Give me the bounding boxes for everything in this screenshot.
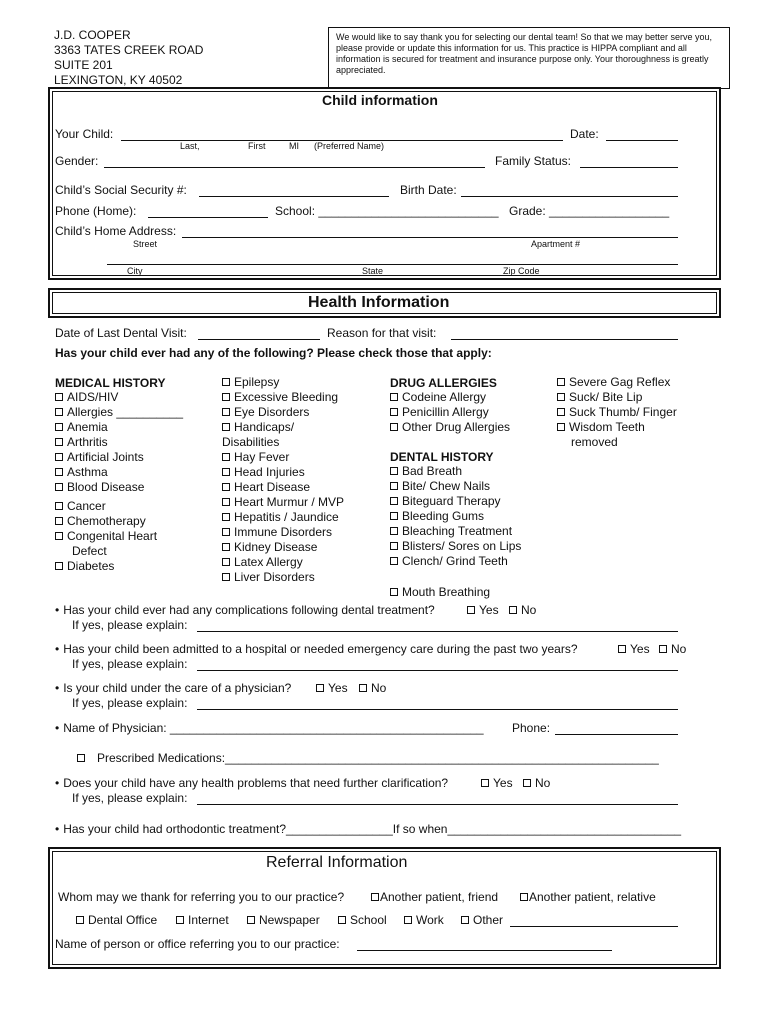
checkbox[interactable] [390, 467, 398, 475]
question-orthodontic[interactable]: • Has your child had orthodontic treatment?________________If so when___________________________________ [55, 822, 681, 836]
physician-phone-label: Phone: [512, 721, 551, 735]
reason-label: Reason for that visit: [327, 326, 437, 340]
checkbox[interactable] [222, 468, 230, 476]
checkbox[interactable] [55, 408, 63, 416]
dental-col4 [557, 375, 677, 450]
checkbox[interactable] [481, 779, 489, 787]
checkbox[interactable] [222, 378, 230, 386]
checkbox[interactable] [523, 779, 531, 787]
checkbox[interactable] [55, 502, 63, 510]
item-continuation: Defect [72, 544, 107, 558]
practice-street: 3363 TATES CREEK ROAD [54, 43, 204, 57]
checkbox[interactable] [390, 588, 398, 596]
checkbox[interactable] [557, 378, 565, 386]
checkbox-item[interactable]: Diabetes [55, 559, 114, 573]
checkbox[interactable] [55, 517, 63, 525]
street-label: Street [133, 239, 158, 249]
explain-field[interactable] [197, 709, 678, 710]
q1-no[interactable]: No [509, 603, 536, 617]
q3-no[interactable]: No [359, 681, 386, 695]
checkbox-item[interactable]: Suck Thumb/ Finger [557, 405, 677, 420]
checkbox[interactable] [659, 645, 667, 653]
checkbox[interactable] [55, 532, 63, 540]
checkbox[interactable] [222, 393, 230, 401]
checkbox[interactable] [222, 408, 230, 416]
checkbox[interactable] [77, 754, 85, 762]
item-continuation: Disabilities [222, 435, 280, 449]
medical-col2 [222, 375, 344, 585]
explain-label: If yes, please explain: [72, 618, 188, 632]
notice-text: We would like to say thank you for selecting our dental team! So that we may better serve you, please provide or update this information for us. This practice is HIPPA compliant and all information is secured for treatment and insurance purpose only. Your thoroughness is greatly appreciated. [336, 32, 713, 75]
checkbox[interactable] [390, 497, 398, 505]
family-status-label: Family Status: [495, 154, 572, 168]
checkbox[interactable] [222, 423, 230, 431]
referral-whom-label: Whom may we thank for referring you to our practice? [58, 890, 345, 904]
explain-field[interactable] [197, 670, 678, 671]
q5-no[interactable]: No [523, 776, 550, 790]
practice-name: J.D. COOPER [54, 28, 131, 42]
checkbox-item[interactable]: Severe Gag Reflex [557, 375, 677, 390]
gender-field[interactable] [104, 167, 485, 168]
checkbox-item[interactable]: AIDS/HIV [55, 390, 183, 405]
referral-other-field[interactable] [510, 926, 678, 927]
checkbox[interactable] [76, 916, 84, 924]
referral-friend-option[interactable]: Another patient, friend [371, 890, 498, 904]
checkbox[interactable] [390, 512, 398, 520]
checkbox-item[interactable]: Bleeding Gums [390, 509, 521, 524]
referral-internet[interactable]: Internet [176, 913, 229, 927]
checkbox[interactable] [222, 483, 230, 491]
checkbox-item[interactable]: Hepatitis / Jaundice [222, 510, 344, 525]
checkbox-item[interactable]: Immune Disorders [222, 525, 344, 540]
dental-history-col [390, 464, 521, 569]
family-status-field[interactable] [580, 167, 678, 168]
referral-school[interactable]: School [338, 913, 387, 927]
your-child-label: Your Child: [55, 127, 114, 141]
drug-allergies-col [390, 390, 510, 435]
medical-col1b [55, 499, 157, 559]
referral-name-field[interactable] [357, 950, 612, 951]
q1-yes[interactable]: Yes [467, 603, 499, 617]
checkbox[interactable] [222, 513, 230, 521]
checkbox[interactable] [509, 606, 517, 614]
checkbox-item[interactable]: Artificial Joints [55, 450, 183, 465]
checkbox-item[interactable]: Codeine Allergy [390, 390, 510, 405]
medical-col1 [55, 390, 183, 495]
checkbox-item[interactable]: Asthma [55, 465, 183, 480]
checkbox[interactable] [404, 916, 412, 924]
checkbox[interactable] [222, 558, 230, 566]
checkbox[interactable] [222, 453, 230, 461]
checkbox-item[interactable]: Allergies __________ [55, 405, 183, 420]
grade-field[interactable]: Grade: __________________ [509, 204, 670, 218]
checkbox-item[interactable]: Eye Disorders [222, 405, 344, 420]
date-label: Date: [570, 127, 599, 141]
health-info-title: Health Information [308, 294, 450, 311]
dental-history-title: DENTAL HISTORY [390, 450, 494, 464]
checkbox[interactable] [316, 684, 324, 692]
checkbox[interactable] [55, 453, 63, 461]
checkbox[interactable] [176, 916, 184, 924]
checkbox[interactable] [222, 498, 230, 506]
checkbox-item[interactable]: Anemia [55, 420, 183, 435]
checkbox[interactable] [390, 527, 398, 535]
checkbox[interactable] [390, 423, 398, 431]
question-health-problems: • Does your child have any health problems that need further clarification? [55, 776, 448, 790]
address-city-field[interactable] [107, 264, 678, 265]
child-info-title: Child information [322, 92, 438, 108]
q2-yes[interactable]: Yes [618, 642, 650, 656]
checkbox-item[interactable]: Handicaps/ [222, 420, 344, 435]
checkbox-item[interactable]: Chemotherapy [55, 514, 157, 529]
referral-dental-office[interactable]: Dental Office [76, 913, 157, 927]
item-continuation: removed [571, 435, 618, 449]
reason-field[interactable] [451, 339, 678, 340]
explain-label: If yes, please explain: [72, 791, 188, 805]
phone-home-label: Phone (Home): [55, 204, 137, 218]
physician-phone-field[interactable] [555, 734, 678, 735]
checkbox[interactable] [390, 542, 398, 550]
question-complications: • Has your child ever had any complications following dental treatment? [55, 603, 435, 617]
checkbox[interactable] [557, 423, 565, 431]
checkbox[interactable] [557, 393, 565, 401]
checkbox[interactable] [371, 893, 379, 901]
school-field[interactable]: School: ___________________________ [275, 204, 499, 218]
checkbox[interactable] [390, 393, 398, 401]
checkbox-item[interactable]: Heart Disease [222, 480, 344, 495]
checkbox-item[interactable]: Congenital Heart [55, 529, 157, 544]
mi-label: MI [289, 141, 299, 151]
checkbox[interactable] [55, 393, 63, 401]
last-label: Last, [180, 141, 200, 151]
referral-work[interactable]: Work [404, 913, 444, 927]
q2-no[interactable]: No [659, 642, 686, 656]
zip-label: Zip Code [503, 266, 540, 276]
checkbox-item[interactable]: Bad Breath [390, 464, 521, 479]
checkbox-item[interactable]: Penicillin Allergy [390, 405, 510, 420]
last-visit-field[interactable] [198, 339, 320, 340]
checkbox[interactable] [222, 573, 230, 581]
checkbox[interactable] [55, 438, 63, 446]
referral-newspaper[interactable]: Newspaper [247, 913, 320, 927]
birth-date-label: Birth Date: [400, 183, 457, 197]
checkbox[interactable] [557, 408, 565, 416]
ssn-label: Child’s Social Security #: [55, 183, 187, 197]
explain-field[interactable] [197, 631, 678, 632]
last-visit-label: Date of Last Dental Visit: [55, 326, 187, 340]
checkbox[interactable] [618, 645, 626, 653]
checkbox-item[interactable]: Epilepsy [222, 375, 344, 390]
notice-box [328, 27, 730, 89]
birth-date-field[interactable] [461, 196, 678, 197]
checkbox[interactable] [520, 893, 528, 901]
checkbox[interactable] [55, 423, 63, 431]
checkbox-item[interactable]: Wisdom Teeth [557, 420, 677, 435]
checkbox-item[interactable]: Clench/ Grind Teeth [390, 554, 521, 569]
address-street-field[interactable] [182, 237, 678, 238]
checkbox[interactable] [467, 606, 475, 614]
date-field[interactable] [606, 140, 678, 141]
checkbox[interactable] [55, 468, 63, 476]
referral-title: Referral Information [266, 854, 408, 871]
drug-allergies-title: DRUG ALLERGIES [390, 376, 497, 390]
explain-field[interactable] [197, 804, 678, 805]
checkbox-item[interactable]: Bite/ Chew Nails [390, 479, 521, 494]
checkbox-item[interactable]: Latex Allergy [222, 555, 344, 570]
practice-city: LEXINGTON, KY 40502 [54, 73, 183, 87]
checkbox[interactable] [55, 562, 63, 570]
checklist-prompt: Has your child ever had any of the following? Please check those that apply: [55, 346, 492, 360]
medical-history-title: MEDICAL HISTORY [55, 376, 166, 390]
referral-other[interactable]: Other [461, 913, 503, 927]
referral-relative-option[interactable]: Another patient, relative [520, 890, 656, 904]
checkbox-item[interactable]: Arthritis [55, 435, 183, 450]
checkbox[interactable] [390, 408, 398, 416]
checkbox-item[interactable]: Mouth Breathing [390, 585, 490, 599]
checkbox-item[interactable]: Kidney Disease [222, 540, 344, 555]
apartment-label: Apartment # [531, 239, 581, 249]
checkbox[interactable] [461, 916, 469, 924]
checkbox-item[interactable]: Heart Murmur / MVP [222, 495, 344, 510]
preferred-label: (Preferred Name) [314, 141, 385, 151]
checkbox-item[interactable]: Blisters/ Sores on Lips [390, 539, 521, 554]
state-label: State [362, 266, 384, 276]
checkbox-item[interactable]: Head Injuries [222, 465, 344, 480]
checkbox-item[interactable]: Other Drug Allergies [390, 420, 510, 435]
checkbox-item[interactable]: Biteguard Therapy [390, 494, 521, 509]
phone-home-field[interactable] [148, 217, 268, 218]
ssn-field[interactable] [199, 196, 389, 197]
checkbox-item[interactable]: Liver Disorders [222, 570, 344, 585]
question-physician-care: • Is your child under the care of a physician? [55, 681, 291, 695]
checkbox-item[interactable]: Suck/ Bite Lip [557, 390, 677, 405]
question-hospital: • Has your child been admitted to a hospital or needed emergency care during the past two years? [55, 642, 578, 656]
practice-suite: SUITE 201 [54, 58, 113, 72]
checkbox-item[interactable]: Hay Fever [222, 450, 344, 465]
first-label: First [248, 141, 266, 151]
gender-label: Gender: [55, 154, 99, 168]
checkbox-item[interactable]: Bleaching Treatment [390, 524, 521, 539]
checkbox-item[interactable]: Cancer [55, 499, 157, 514]
explain-label: If yes, please explain: [72, 696, 188, 710]
checkbox[interactable] [390, 482, 398, 490]
checkbox-item[interactable]: Excessive Bleeding [222, 390, 344, 405]
checkbox[interactable] [222, 543, 230, 551]
prescribed-medications[interactable]: Prescribed Medications:_________________________________________________________________ [77, 751, 659, 765]
checkbox[interactable] [247, 916, 255, 924]
checkbox[interactable] [222, 528, 230, 536]
checkbox[interactable] [338, 916, 346, 924]
explain-label: If yes, please explain: [72, 657, 188, 671]
checkbox-item[interactable]: Blood Disease [55, 480, 183, 495]
checkbox[interactable] [359, 684, 367, 692]
city-label: City [127, 266, 143, 276]
address-label: Child’s Home Address: [55, 224, 177, 238]
checkbox[interactable] [55, 483, 63, 491]
physician-name-field[interactable]: • Name of Physician: _______________________________________________ [55, 721, 484, 735]
checkbox[interactable] [390, 557, 398, 565]
referral-name-label: Name of person or office referring you to our practice: [55, 937, 340, 951]
q5-yes[interactable]: Yes [481, 776, 513, 790]
q3-yes[interactable]: Yes [316, 681, 348, 695]
